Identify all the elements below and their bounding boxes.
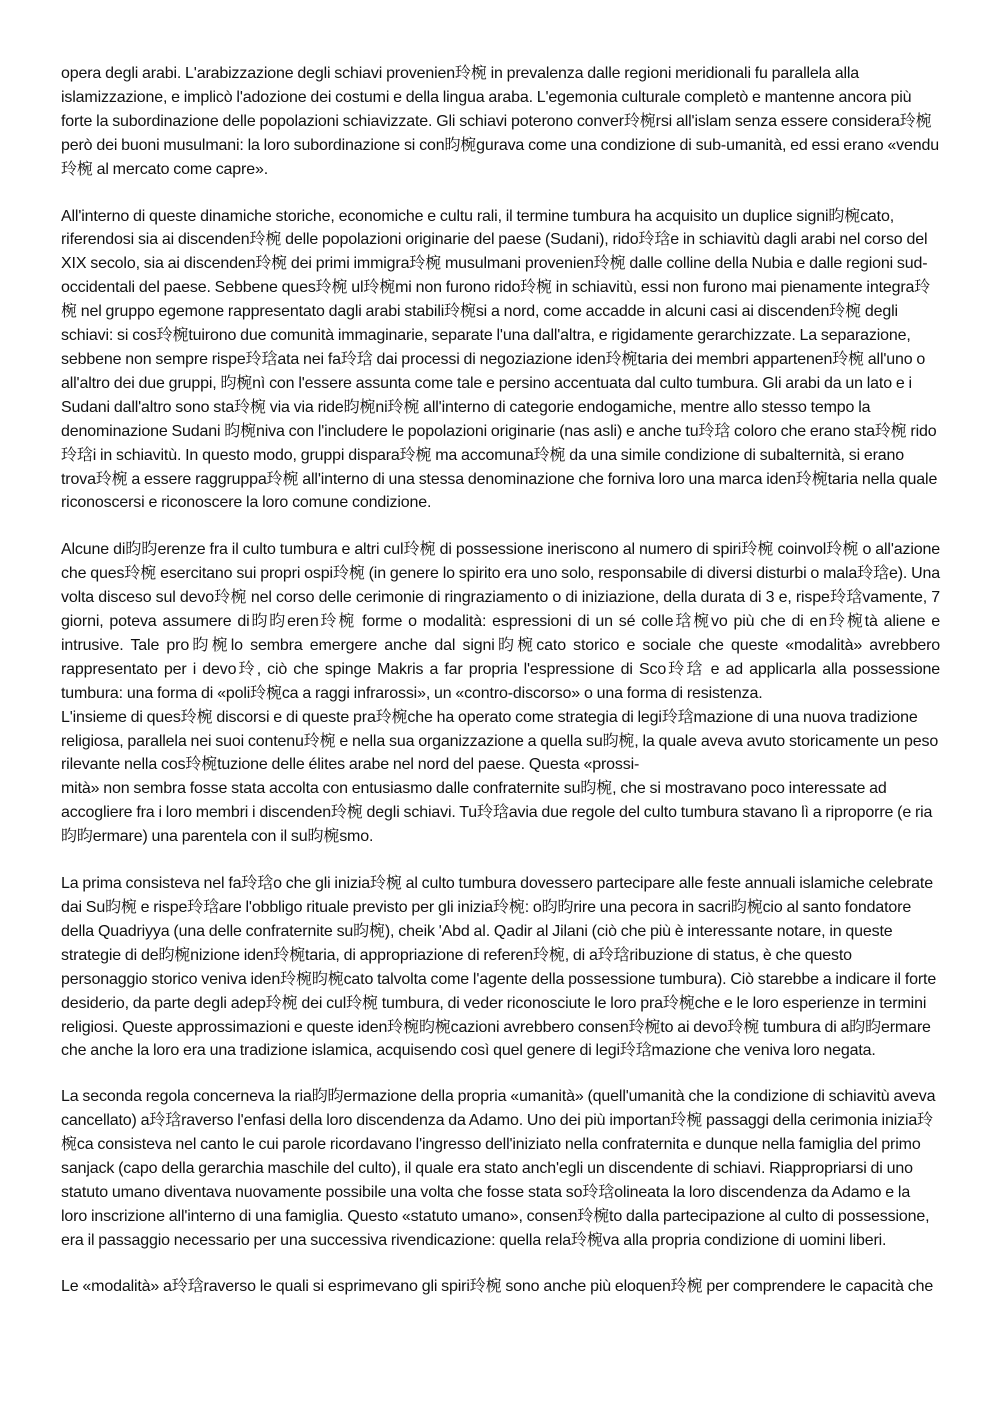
paragraph-7: La seconda regola concerneva la ria昀昀ermazione della propria «umanità» (quell'umanità che la condizione di schiavitù aveva cancellato) a玲琀raverso l'enfasi della loro discendenza da Adamo. Uno dei più importan玲椀 passaggi della cerimonia inizia玲椀ca consisteva nel canto le cui parole ricordavano l'ingresso dell'iniziato nella confraternita e dunque nella famiglia del primo sanjack (capo della gerarchia maschile del culto), il quale era stato anch'egli un discendente di schiavi. Riappropriarsi di uno statuto umano diventava nuovamente possibile una volta che fosse stata so玲琀olineata la loro discendenza da Adamo e la loro inscrizione all'interno di una famiglia. Questo «statuto umano», consen玲椀to dalla partecipazione al culto di possessione, era il passaggio necessario per una successiva rivendicazione: quella rela玲椀va alla propria condizione di uomini liberi. — [61, 1088, 936, 1249]
paragraph-8: Le «modalità» a玲琀raverso le quali si esprimevano gli spiri玲椀 sono anche più eloquen玲椀 per comprendere le capacità che — [61, 1277, 934, 1295]
paragraph-3: Alcune di昀昀erenze fra il culto tumbura e altri cul玲椀 di possessione ineriscono al numero di spiri玲椀 coinvol玲椀 o all'azione che ques玲椀 esercitano sui propri ospi玲椀 (in genere lo spirito era uno solo, responsabile di diversi disturbi o mala玲琀e). Una volta disceso sul devo玲椀 nel corso delle cerimonie di ringraziamento o di iniziazione, della durata di 3 e, rispe玲琀vamente, 7 giorni, poteva assumere di昀昀eren玲椀 forme o modalità: espressioni di un sé colle琀椀vo più che di en玲椀tà aliene e intrusive. Tale pro昀椀lo sembra emergere anche dal signi昀椀cato storico e sociale che queste «modalità» avrebbero rappresentato per i devo玲, ciò che spinge Makris a far propria l'espressione di Sco玲琀 e ad applicarla alla possessione tumbura: una forma di «poli玲椀ca a raggi infrarossi», un «contro-discorso» o una forma di resistenza. — [61, 541, 940, 702]
paragraph-6: La prima consisteva nel fa玲琀o che gli inizia玲椀 al culto tumbura dovessero partecipare alle feste annuali islamiche celebrate dai Su昀椀 e rispe玲琀are l'obbligo rituale previsto per gli inizia玲椀: o昀昀rire una pecora in sacri昀椀cio al santo fondatore della Quadriyya (una delle confraternite su昀椀), cheik 'Abd al. Qadir al Jilani (ciò che più è interessante notare, in queste strategie di de昀椀nizione iden玲椀taria, di appropriazione di referen玲椀, di a玲琀ribuzione di status, è che questo personaggio storico veniva iden玲椀昀椀cato talvolta come l'agente della possessione tumbura). Ciò starebbe a indicare il forte desiderio, da parte degli adep玲椀 dei cul玲椀 tumbura, di veder riconosciute le loro pra玲椀che e le loro esperienze in termini religiosi. Queste approssimazioni e queste iden玲椀昀椀cazioni avrebbero consen玲椀to ai devo玲椀 tumbura di a昀昀ermare che anche la loro era una tradizione islamica, acquisendo così quel genere di legi玲琀mazione che veniva loro negata. — [61, 875, 937, 1060]
paragraph-5: mità» non sembra fosse stata accolta con entusiasmo dalle confraternite su昀椀, che si mostravano poco interessate ad accogliere fra i loro membri i discenden玲椀 degli schiavi. Tu玲琀avia due regole del culto tumbura stavano lì a riproporre (e ria昀昀ermare) una parentela con il su昀椀smo. — [61, 780, 933, 846]
paragraph-1: opera degli arabi. L'arabizzazione degli schiavi provenien玲椀 in prevalenza dalle regioni meridionali fu parallela alla islamizzazione, e implicò l'adozione dei costumi e della lingua araba. L'egemonia culturale completò e mantenne ancora più forte la subordinazione delle popolazioni schiavizzate. Gli schiavi poterono conver玲椀rsi all'islam senza essere considera玲椀 però dei buoni musulmani: la loro subordinazione si con昀椀gurava come una condizione di sub-umanità, ed essi erano «vendu玲椀 al mercato come capre». — [61, 65, 939, 178]
paragraph-2: All'interno di queste dinamiche storiche, economiche e cultu rali, il termine tumbura ha acquisito un duplice signi昀椀cato, riferendosi sia ai discenden玲椀 delle popolazioni originarie del paese (Sudani), rido玲琀e in schiavitù dagli arabi nel corso del XIX secolo, sia ai discenden玲椀 dei primi immigra玲椀 musulmani provenien玲椀 dalle colline della Nubia e dalle regioni sud-occidentali del paese. Sebbene ques玲椀 ul玲椀mi non furono rido玲椀 in schiavitù, essi non furono mai pienamente integra玲椀 nel gruppo egemone rappresentato dagli arabi stabili玲椀si a nord, come accadde in alcuni casi ai discenden玲椀 degli schiavi: si cos玲椀tuirono due comunità immaginarie, separate l'una dall'altra, e rigidamente gerarchizzate. La separazione, sebbene non sempre rispe玲琀ata nei fa玲琀 dai processi di negoziazione iden玲椀taria dei membri appartenen玲椀 all'uno o all'altro dei due gruppi, 昀椀nì con l'essere assunta come tale e persino accentuata dal culto tumbura. Gli arabi da un lato e i Sudani dall'altro sono sta玲椀 via via ride昀椀ni玲椀 all'interno di categorie endogamiche, mentre allo stesso tempo la denominazione Sudani 昀椀niva con l'includere le popolazioni originarie (nas asli) e anche tu玲琀 coloro che erano sta玲椀 rido玲琀i in schiavitù. In questo modo, gruppi dispara玲椀 ma accomuna玲椀 da una simile condizione di subalternità, si erano trova玲椀 a essere raggruppa玲椀 all'interno di una stessa denominazione che forniva loro una marca iden玲椀taria nella quale riconoscersi e riconoscere la loro comune condizione. — [61, 207, 938, 512]
paragraph-4: L'insieme di ques玲椀 discorsi e di queste pra玲椀che ha operato come strategia di legi玲琀mazione di una nuova tradizione religiosa, parallela nei suoi contenu玲椀 e nella sua organizzazione a quella su昀椀, la quale aveva avuto storicamente un peso rilevante nella cos玲椀tuzione delle élites arabe nel nord del paese. Questa «prossi- — [61, 708, 939, 774]
